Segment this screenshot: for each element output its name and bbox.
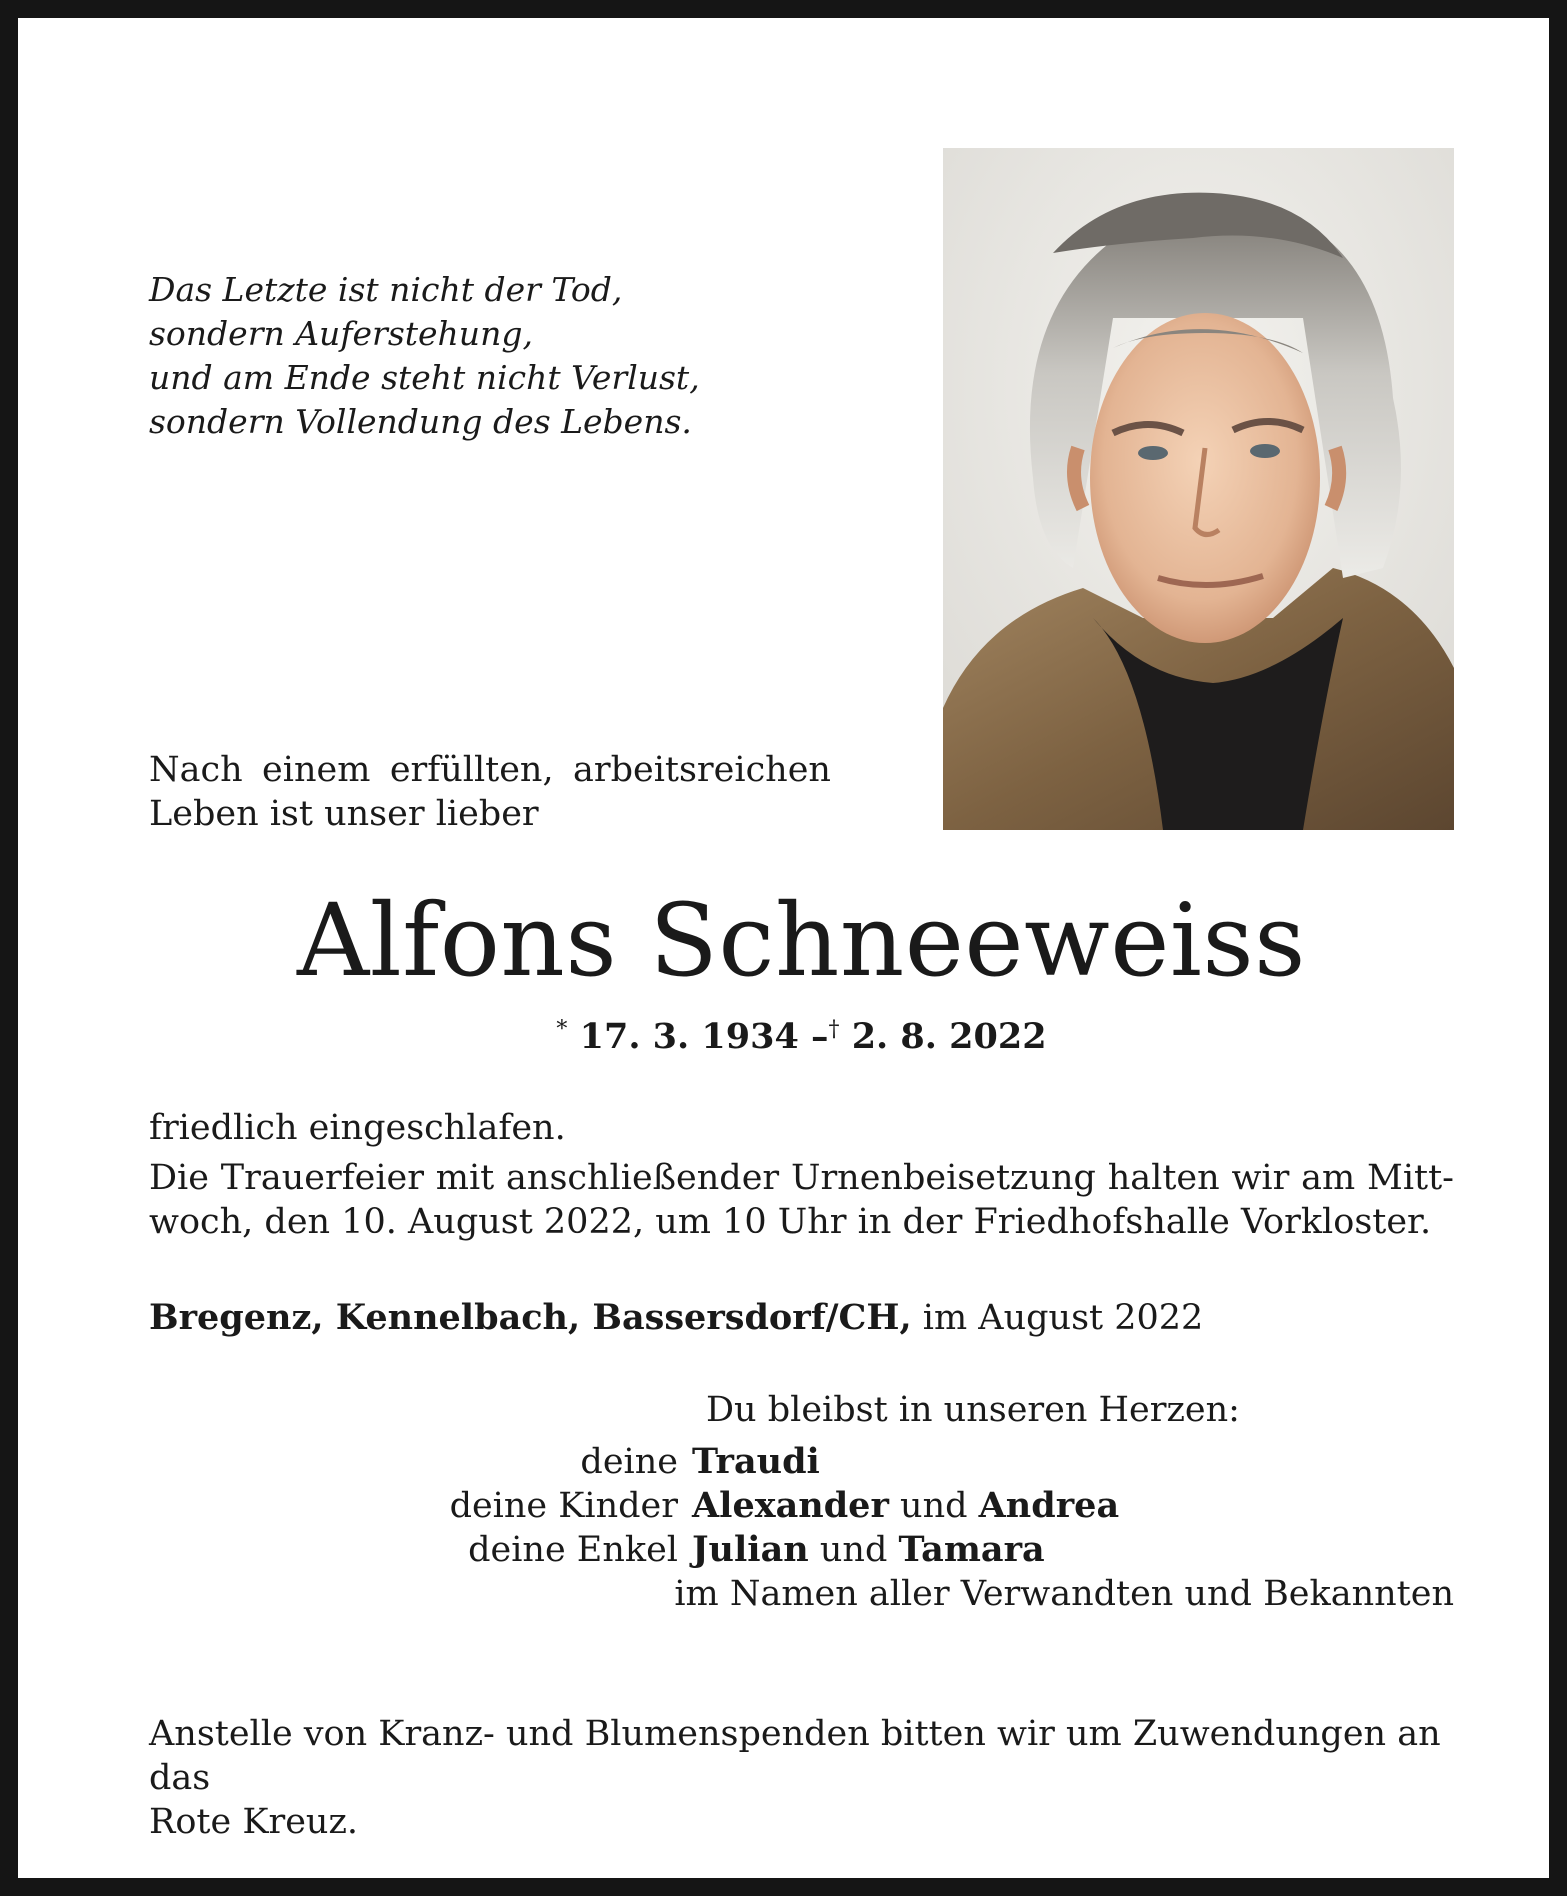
family-name: Julian xyxy=(692,1529,809,1570)
closing-text xyxy=(149,1712,1454,1844)
death-date: 2. 8. 2022 xyxy=(851,1016,1047,1057)
intro-text xyxy=(149,748,831,836)
intro-line-1 xyxy=(149,748,831,792)
places: Bregenz, Kennelbach, Bassersdorf/CH, xyxy=(149,1297,912,1338)
memorial-quote xyxy=(149,268,769,444)
birth-symbol: * xyxy=(556,1017,568,1042)
family-name: Andrea xyxy=(978,1485,1120,1526)
quote-line: und am Ende steht nicht Verlust, xyxy=(149,358,700,397)
family-row xyxy=(149,1440,1454,1484)
family-joiner: und xyxy=(888,1486,979,1526)
place-line xyxy=(149,1296,1454,1340)
quote-line: sondern Auferstehung, xyxy=(149,314,533,353)
family-heading: Du bleibst in unseren Herzen: xyxy=(706,1390,1240,1430)
family-list xyxy=(149,1440,1454,1616)
deceased-name: Alfons Schneeweiss xyxy=(297,882,1306,999)
intro-word: einem xyxy=(262,750,371,790)
birth-date: 17. 3. 1934 xyxy=(579,1016,799,1057)
family-label: deine Enkel xyxy=(468,1530,678,1570)
family-name: Alexander xyxy=(692,1485,889,1526)
quote-line: sondern Vollendung des Lebens. xyxy=(149,402,692,441)
family-joiner: und xyxy=(808,1530,899,1570)
family-footer: im Namen aller Verwandten und Bekannten xyxy=(674,1574,1454,1614)
intro-word: erfüllten, xyxy=(389,750,554,790)
intro-word: Nach xyxy=(149,750,243,790)
closing-line: Anstelle von Kranz- und Blumenspenden bitten wir um Zuwendungen an das xyxy=(149,1714,1441,1798)
death-symbol: † xyxy=(828,1017,840,1042)
family-label: deine Kinder xyxy=(449,1486,678,1526)
intro-word: arbeitsreichen xyxy=(573,750,831,790)
place-date: im August 2022 xyxy=(911,1298,1204,1338)
sleep-text: friedlich eingeschlafen. xyxy=(149,1108,566,1148)
ceremony-text: Die Trauerfeier mit anschließender Urnenbeisetzung halten wir am Mitt-woch, den 10. August 2022, um 10 Uhr in der Friedhofshalle Vorkloster. xyxy=(149,1158,1454,1242)
life-dates xyxy=(18,1008,1567,1059)
family-row xyxy=(149,1528,1454,1572)
family-name: Tamara xyxy=(898,1529,1045,1570)
intro-line-2: Leben ist unser lieber xyxy=(149,794,539,834)
portrait-photo xyxy=(943,148,1454,830)
family-row xyxy=(149,1484,1454,1528)
family-footer-row xyxy=(149,1572,1454,1616)
family-name: Traudi xyxy=(692,1441,820,1482)
family-label: deine xyxy=(580,1442,678,1482)
quote-line: Das Letzte ist nicht der Tod, xyxy=(149,270,623,309)
date-separator: – xyxy=(811,1016,829,1057)
closing-line: Rote Kreuz. xyxy=(149,1802,359,1842)
